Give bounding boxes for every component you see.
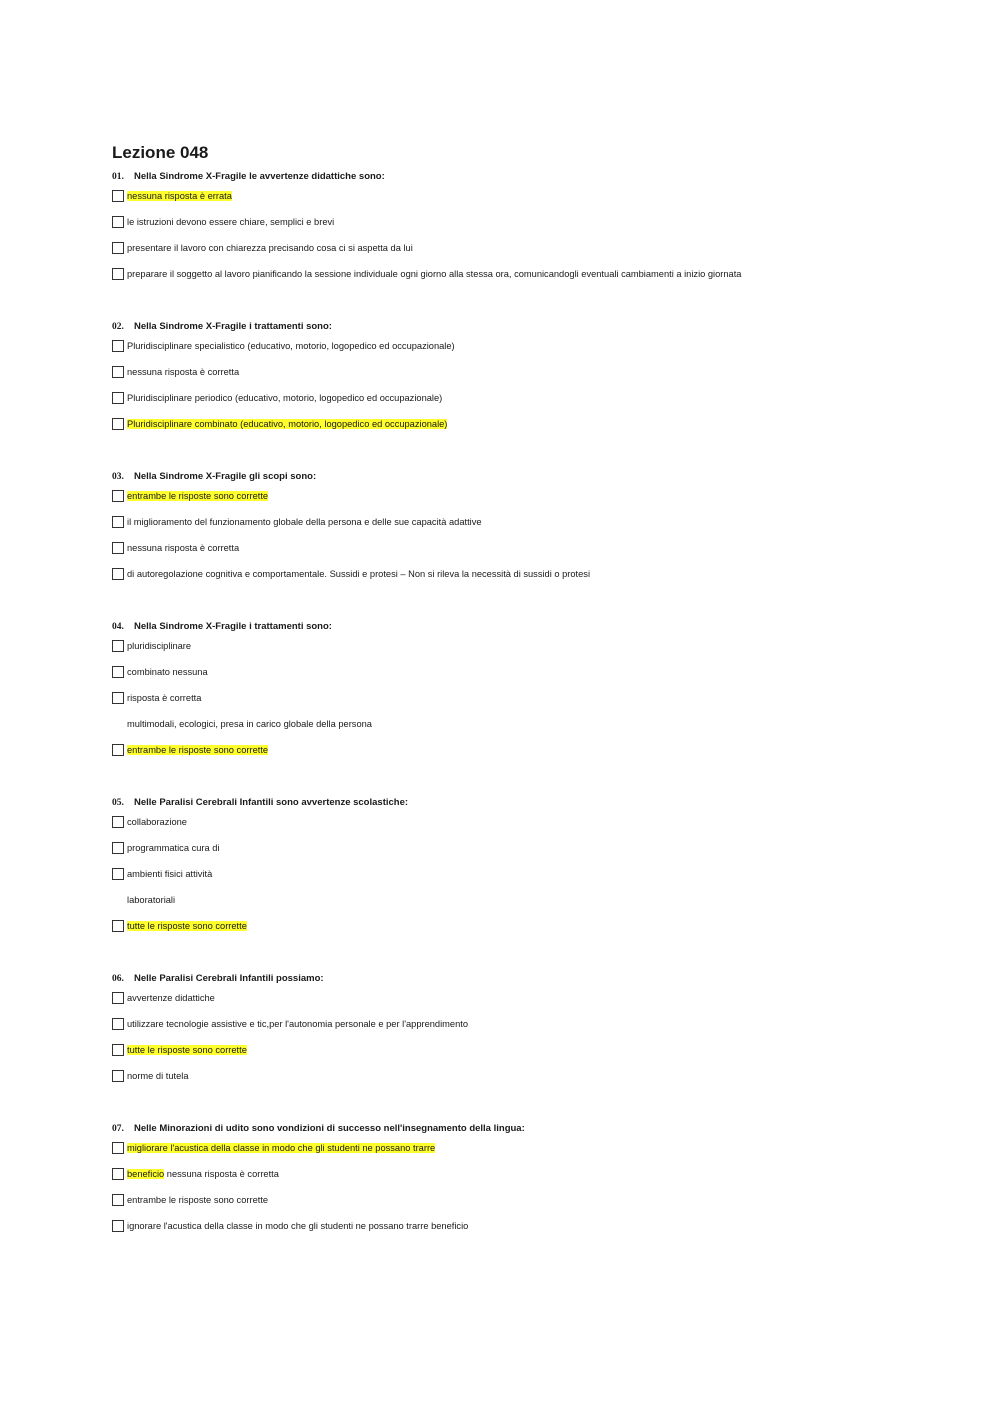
answer-text: avvertenze didattiche	[127, 993, 215, 1003]
answer-option[interactable]	[112, 842, 932, 868]
answer-label	[127, 718, 372, 731]
question-2	[112, 320, 932, 444]
answer-option[interactable]	[112, 1194, 932, 1220]
highlighted-answer-text: nessuna risposta è errata	[127, 191, 232, 201]
answer-text: multimodali, ecologici, presa in carico globale della persona	[127, 719, 372, 729]
checkbox-icon[interactable]	[112, 490, 124, 502]
checkbox-icon[interactable]	[112, 366, 124, 378]
answer-option[interactable]	[112, 666, 932, 692]
checkbox-icon[interactable]	[112, 868, 124, 880]
question-4	[112, 620, 932, 770]
answer-option[interactable]	[112, 418, 932, 444]
answer-label	[127, 992, 215, 1005]
question-text: Nella Sindrome X-Fragile i trattamenti sono:	[134, 621, 332, 632]
answer-option[interactable]	[112, 816, 932, 842]
answer-label	[127, 816, 187, 829]
highlighted-answer-text: beneficio	[127, 1169, 165, 1179]
checkbox-icon[interactable]	[112, 842, 124, 854]
answer-label	[127, 868, 212, 881]
answer-label	[127, 1220, 468, 1233]
answer-text: combinato nessuna	[127, 667, 208, 677]
answer-option	[112, 894, 932, 920]
answer-label	[127, 268, 741, 281]
answer-option[interactable]	[112, 490, 932, 516]
answer-option[interactable]	[112, 868, 932, 894]
question-heading	[112, 320, 932, 340]
answer-text: Pluridisciplinare periodico (educativo, motorio, logopedico ed occupazionale)	[127, 393, 443, 403]
question-number: 01.	[112, 172, 124, 182]
question-1	[112, 170, 932, 294]
answer-label	[127, 190, 232, 203]
question-heading	[112, 972, 932, 992]
question-heading	[112, 796, 932, 816]
highlighted-answer-text: tutte le risposte sono corrette	[127, 1045, 247, 1055]
question-6	[112, 972, 932, 1096]
answer-label	[127, 1044, 247, 1057]
answer-text: utilizzare tecnologie assistive e tic,per l'autonomia personale e per l'apprendimento	[127, 1019, 469, 1029]
answer-option[interactable]	[112, 744, 932, 770]
checkbox-icon[interactable]	[112, 242, 124, 254]
checkbox-icon[interactable]	[112, 666, 124, 678]
answer-label	[127, 418, 447, 431]
answer-label	[127, 1194, 268, 1207]
answer-text: pluridisciplinare	[127, 641, 192, 651]
answer-label	[127, 366, 239, 379]
answer-text: programmatica cura di	[127, 843, 220, 853]
answer-text: nessuna risposta è corretta	[127, 367, 240, 377]
answer-option	[112, 718, 932, 744]
checkbox-icon[interactable]	[112, 190, 124, 202]
answer-label	[127, 392, 442, 405]
answer-text: ignorare l'acustica della classe in modo che gli studenti ne possano trarre beneficio	[127, 1221, 469, 1231]
answer-option[interactable]	[112, 392, 932, 418]
answer-text: preparare il soggetto al lavoro pianificando la sessione individuale ogni giorno alla stessa ora, comunicandogli eventuali cambiamenti a inizio giornata	[127, 269, 742, 279]
answer-option[interactable]	[112, 1220, 932, 1246]
answer-option[interactable]	[112, 242, 932, 268]
answer-text: nessuna risposta è corretta	[127, 543, 240, 553]
highlighted-answer-text: entrambe le risposte sono corrette	[127, 745, 269, 755]
answer-option[interactable]	[112, 1168, 932, 1194]
question-number: 03.	[112, 472, 124, 482]
answer-text: entrambe le risposte sono corrette	[127, 1195, 269, 1205]
question-heading	[112, 170, 932, 190]
answer-text: le istruzioni devono essere chiare, semplici e brevi	[127, 217, 335, 227]
checkbox-icon[interactable]	[112, 816, 124, 828]
question-text: Nelle Minorazioni di udito sono vondizioni di successo nell'insegnamento della lingua:	[134, 1123, 525, 1134]
checkbox-icon[interactable]	[112, 992, 124, 1004]
answer-option[interactable]	[112, 992, 932, 1018]
answer-option[interactable]	[112, 1018, 932, 1044]
answer-text: nessuna risposta è corretta	[164, 1169, 279, 1179]
question-text: Nella Sindrome X-Fragile le avvertenze didattiche sono:	[134, 171, 385, 182]
answer-label	[127, 242, 413, 255]
question-list	[112, 170, 932, 1246]
highlighted-answer-text: tutte le risposte sono corrette	[127, 921, 247, 931]
document-page	[112, 140, 932, 1272]
answer-option[interactable]	[112, 216, 932, 242]
checkbox-icon[interactable]	[112, 1142, 124, 1154]
checkbox-icon[interactable]	[112, 542, 124, 554]
answer-label	[127, 1168, 279, 1181]
answer-option[interactable]	[112, 190, 932, 216]
question-number: 02.	[112, 322, 124, 332]
answer-option[interactable]	[112, 542, 932, 568]
answer-option[interactable]	[112, 1044, 932, 1070]
answer-option[interactable]	[112, 366, 932, 392]
question-heading	[112, 620, 932, 640]
question-number: 06.	[112, 974, 124, 984]
question-5	[112, 796, 932, 946]
answer-option[interactable]	[112, 1142, 932, 1168]
checkbox-icon[interactable]	[112, 920, 124, 932]
highlighted-answer-text: migliorare l'acustica della classe in modo che gli studenti ne possano trarre	[127, 1143, 436, 1153]
answer-label	[127, 666, 208, 679]
question-7	[112, 1122, 932, 1246]
question-3	[112, 470, 932, 594]
checkbox-icon[interactable]	[112, 392, 124, 404]
checkbox-icon[interactable]	[112, 1018, 124, 1030]
checkbox-icon[interactable]	[112, 1070, 124, 1082]
question-number: 07.	[112, 1124, 124, 1134]
answer-text: il miglioramento del funzionamento globale della persona e delle sue capacità adattive	[127, 517, 482, 527]
answer-label	[127, 744, 268, 757]
answer-option[interactable]	[112, 568, 932, 594]
answer-label	[127, 1142, 435, 1155]
checkbox-icon[interactable]	[112, 340, 124, 352]
answer-label	[127, 568, 590, 581]
highlighted-answer-text: Pluridisciplinare combinato (educativo, motorio, logopedico ed occupazionale)	[127, 419, 448, 429]
answer-text: presentare il lavoro con chiarezza precisando cosa ci si aspetta da lui	[127, 243, 413, 253]
checkbox-icon[interactable]	[112, 640, 124, 652]
answer-label	[127, 516, 482, 529]
lesson-title: Lezione 048	[112, 143, 209, 162]
answer-text: risposta è corretta	[127, 693, 202, 703]
answer-text: laboratoriali	[127, 895, 176, 905]
answer-text: collaborazione	[127, 817, 187, 827]
question-number: 05.	[112, 798, 124, 808]
question-number: 04.	[112, 622, 124, 632]
answer-label	[127, 640, 191, 653]
checkbox-icon[interactable]	[112, 1194, 124, 1206]
answer-text: norme di tutela	[127, 1071, 189, 1081]
answer-option[interactable]	[112, 920, 932, 946]
question-text: Nelle Paralisi Cerebrali Infantili sono avvertenze scolastiche:	[134, 797, 409, 808]
answer-option[interactable]	[112, 692, 932, 718]
answer-option[interactable]	[112, 268, 932, 294]
answer-text: ambienti fisici attività	[127, 869, 213, 879]
answer-text: Pluridisciplinare specialistico (educativo, motorio, logopedico ed occupazionale)	[127, 341, 455, 351]
checkbox-icon[interactable]	[112, 1044, 124, 1056]
answer-label	[127, 1018, 468, 1031]
answer-text: di autoregolazione cognitiva e comportamentale. Sussidi e protesi – Non si rileva la necessità di sussidi o protesi	[127, 569, 591, 579]
answer-option[interactable]	[112, 1070, 932, 1096]
checkbox-icon[interactable]	[112, 516, 124, 528]
checkbox-icon[interactable]	[112, 216, 124, 228]
answer-label	[127, 490, 268, 503]
answer-label	[127, 842, 220, 855]
checkbox-icon[interactable]	[112, 692, 124, 704]
answer-label	[127, 692, 201, 705]
answer-label	[127, 1070, 189, 1083]
checkbox-icon[interactable]	[112, 418, 124, 430]
answer-option[interactable]	[112, 516, 932, 542]
answer-label	[127, 894, 175, 907]
answer-option[interactable]	[112, 640, 932, 666]
checkbox-icon[interactable]	[112, 568, 124, 580]
question-heading	[112, 1122, 932, 1142]
checkbox-icon[interactable]	[112, 1168, 124, 1180]
answer-label	[127, 216, 334, 229]
question-heading	[112, 470, 932, 490]
question-text: Nelle Paralisi Cerebrali Infantili possiamo:	[134, 973, 324, 984]
question-text: Nella Sindrome X-Fragile gli scopi sono:	[134, 471, 317, 482]
question-text: Nella Sindrome X-Fragile i trattamenti sono:	[134, 321, 332, 332]
checkbox-icon[interactable]	[112, 268, 124, 280]
answer-label	[127, 920, 247, 933]
answer-option[interactable]	[112, 340, 932, 366]
checkbox-icon[interactable]	[112, 1220, 124, 1232]
highlighted-answer-text: entrambe le risposte sono corrette	[127, 491, 269, 501]
answer-label	[127, 340, 455, 353]
checkbox-icon[interactable]	[112, 744, 124, 756]
answer-label	[127, 542, 239, 555]
